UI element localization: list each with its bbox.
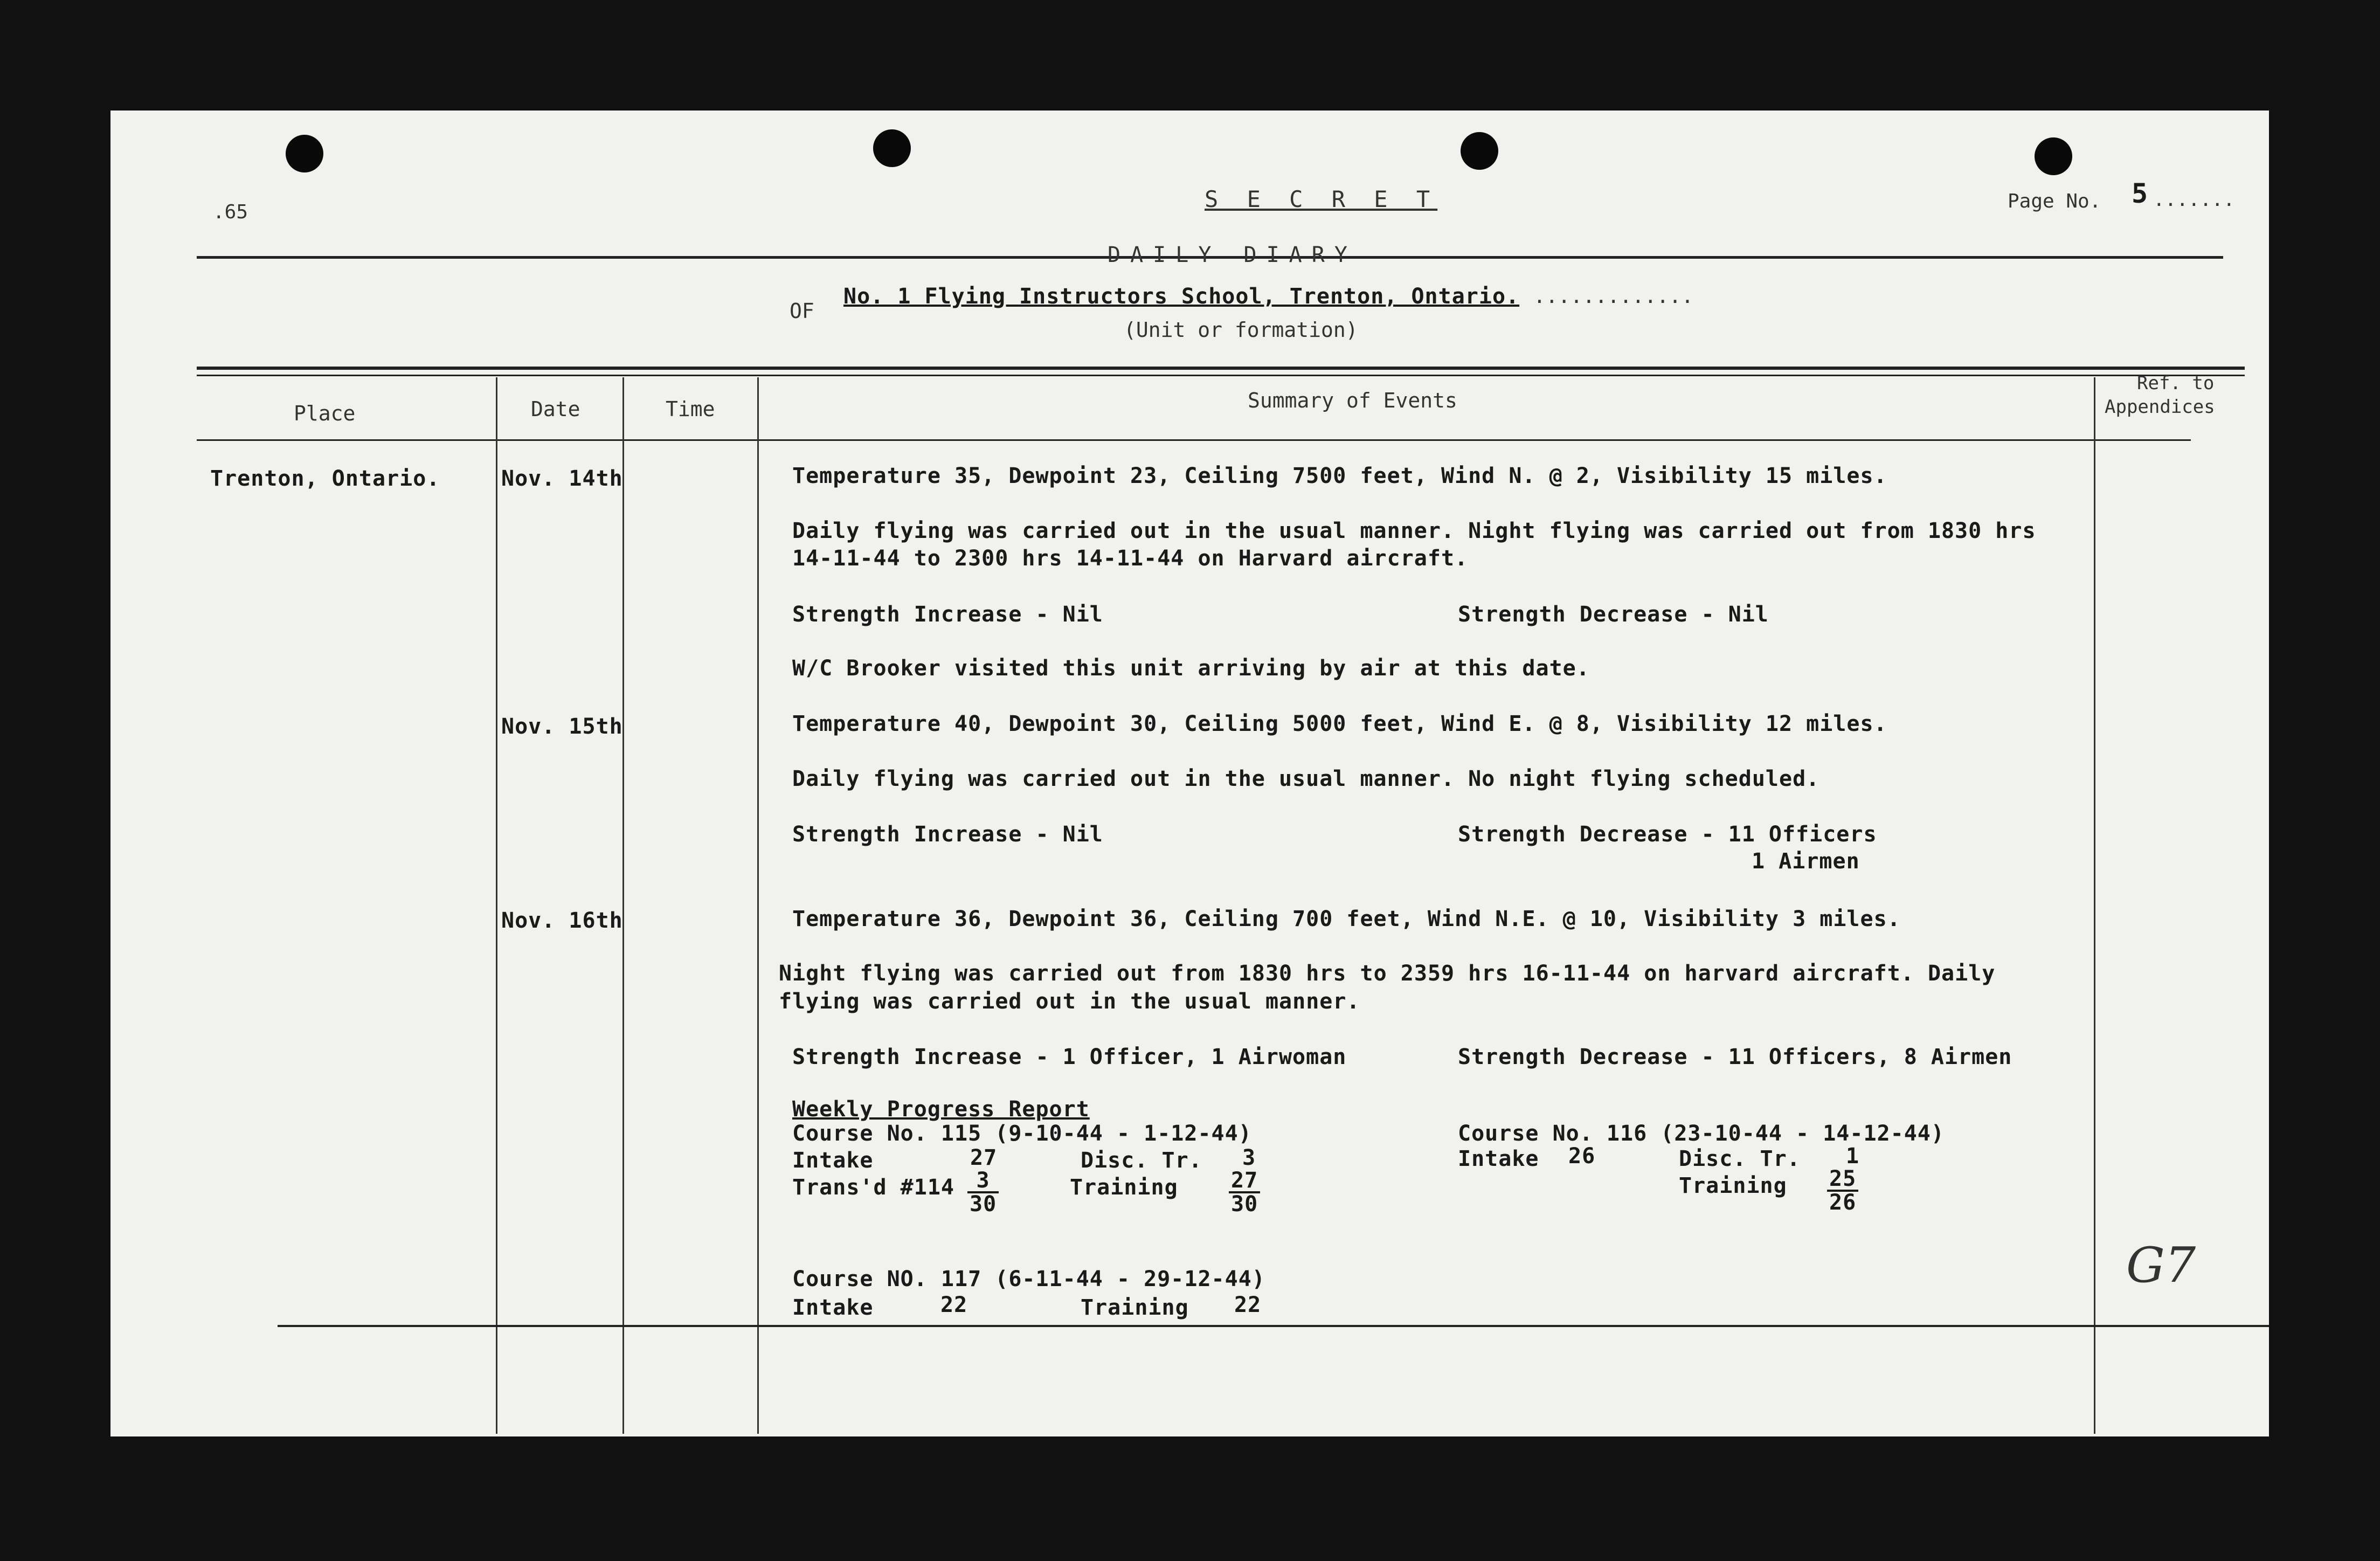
nov15-strength-decrease-line2: 1 Airmen [1752,849,1860,874]
col-summary: Summary of Events [1248,389,1457,412]
course-115-transd: 3 [967,1170,999,1193]
nov16-strength-decrease: Strength Decrease - 11 Officers, 8 Airmen [1458,1045,2012,1069]
course-116-training-fraction [1827,1168,1858,1215]
diary-title: DAILY DIARY [1108,243,1357,267]
form-number: .65 [213,201,248,223]
course-115-transd-label: Trans'd #114 [792,1175,954,1200]
nov14-strength-decrease: Strength Decrease - Nil [1458,602,1769,627]
nov15-strength-increase: Strength Increase - Nil [792,822,1103,847]
course-115-transd-fraction [967,1170,999,1217]
nov14-weather: Temperature 35, Dewpoint 23, Ceiling 7500 feet, Wind N. @ 2, Visibility 15 miles. [792,464,1887,488]
col-ref: Ref. to [2137,372,2215,394]
course-115-training: 27 [1229,1170,1260,1193]
classification: S E C R E T [1205,186,1438,212]
divider-date-time [622,377,624,1434]
course-116-intake: 26 [1568,1144,1596,1169]
course-117-intake-label: Intake [792,1295,874,1320]
punch-hole [873,129,911,167]
col-date: Date [531,397,580,421]
table-top-rule-2 [197,375,2245,376]
nov16-flying-line1: Night flying was carried out from 1830 hrs to 2359 hrs 16-11-44 on harvard aircraft. Daily [779,961,1996,986]
divider-place-date [496,377,497,1434]
course-116-disc-label: Disc. Tr. [1679,1146,1801,1171]
table-top-rule [197,367,2245,370]
table-bottom-rule [278,1325,2269,1327]
course-117-intake: 22 [940,1293,968,1317]
nov15-weather: Temperature 40, Dewpoint 30, Ceiling 5000 feet, Wind E. @ 8, Visibility 12 miles. [792,712,1887,736]
course-115-total-left: 30 [970,1192,997,1217]
course-117-training-label: Training [1081,1295,1189,1320]
course-116-total: 26 [1829,1190,1857,1215]
date-nov-14: Nov. 14th [501,466,623,491]
unit-caption: (Unit or formation) [1124,318,1358,342]
nov14-flying-line2: 14-11-44 to 2300 hrs 14-11-44 on Harvard aircraft. [792,546,1469,571]
date-nov-15: Nov. 15th [501,714,623,739]
course-115-disc: 3 [1242,1145,1256,1170]
course-117-training: 22 [1234,1293,1262,1317]
course-116-title: Course No. 116 (23-10-44 - 14-12-44) [1458,1121,1945,1146]
course-115-disc-label: Disc. Tr. [1081,1148,1202,1173]
course-116-training-label: Training [1679,1173,1787,1198]
page-number: 5 [2132,178,2149,209]
punch-hole [1461,132,1498,170]
nov16-flying-line2: flying was carried out in the usual manner. [779,989,1360,1014]
page-number-dots: ....... [2153,189,2235,211]
unit-dots: ............. [1533,284,1694,308]
margin-note: G7 [2126,1237,2196,1294]
weekly-report-heading: Weekly Progress Report [792,1097,1090,1122]
course-115-training-label: Training [1070,1175,1178,1200]
nov16-strength-increase: Strength Increase - 1 Officer, 1 Airwoman [792,1045,1347,1069]
diary-sheet [110,110,2269,1436]
nov15-strength-decrease-line1: Strength Decrease - 11 Officers [1458,822,1877,847]
course-115-training-fraction [1229,1170,1260,1217]
unit-name: No. 1 Flying Instructors School, Trenton, Ontario. [843,284,1520,309]
course-115-title: Course No. 115 (9-10-44 - 1-12-44) [792,1121,1252,1146]
nov16-weather: Temperature 36, Dewpoint 36, Ceiling 700 feet, Wind N.E. @ 10, Visibility 3 miles. [792,907,1901,931]
course-115-intake-label: Intake [792,1148,874,1173]
col-time: Time [666,397,715,421]
divider-time-summary [757,377,759,1434]
course-115-total-right: 30 [1231,1192,1258,1217]
nov14-visit: W/C Brooker visited this unit arriving by air at this date. [792,656,1590,681]
punch-hole [2035,137,2072,175]
nov14-flying-line1: Daily flying was carried out in the usual manner. Night flying was carried out from 1830 hrs [792,519,2036,543]
nov14-strength-increase: Strength Increase - Nil [792,602,1103,627]
nov15-flying: Daily flying was carried out in the usual manner. No night flying scheduled. [792,766,1820,791]
punch-hole [286,135,323,172]
date-nov-16: Nov. 16th [501,908,623,933]
course-117-title: Course NO. 117 (6-11-44 - 29-12-44) [792,1267,1265,1291]
col-appendices: Appendices [2105,396,2215,418]
place-value: Trenton, Ontario. [210,466,440,491]
col-place: Place [294,402,356,425]
page-label: Page No. [2008,190,2101,212]
course-116-training: 25 [1827,1168,1858,1192]
course-116-disc: 1 [1846,1144,1860,1169]
of-label: OF [790,299,814,323]
divider-summary-ref [2094,377,2095,1434]
course-116-intake-label: Intake [1458,1146,1539,1171]
course-115-intake: 27 [970,1145,998,1170]
